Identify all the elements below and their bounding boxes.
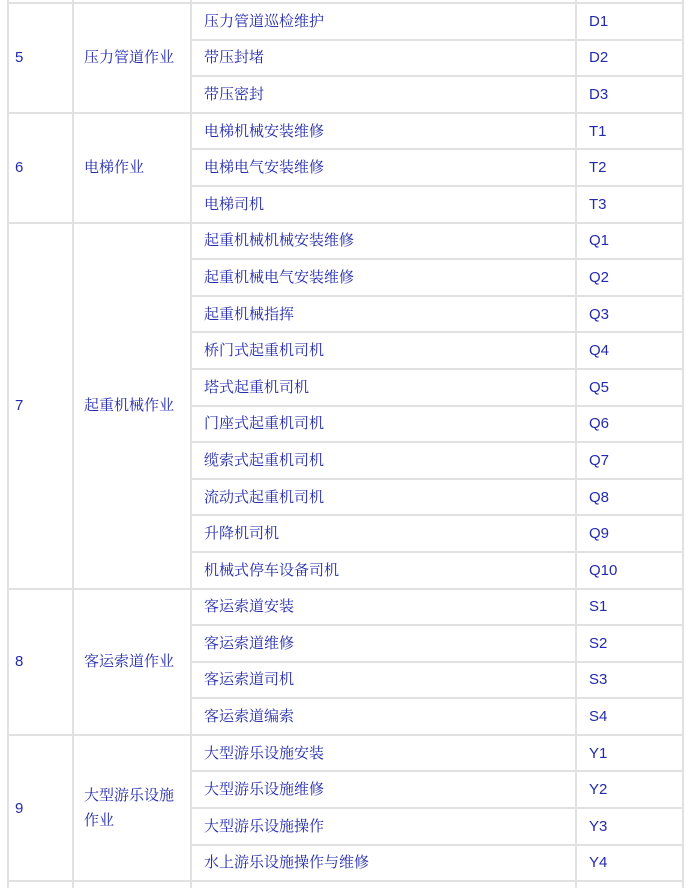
group-number-cell: 9: [8, 735, 73, 881]
item-code-cell: T2: [576, 149, 683, 186]
item-code-cell: Q8: [576, 479, 683, 516]
item-code-cell: Q7: [576, 442, 683, 479]
group-number-cell: 5: [8, 3, 73, 113]
item-name-cell: 带压封堵: [191, 40, 576, 77]
item-code-cell: Y1: [576, 735, 683, 772]
partial-row-below: [8, 881, 683, 888]
item-code-cell: D3: [576, 76, 683, 113]
item-cell: [191, 881, 576, 888]
item-code-cell: Q6: [576, 406, 683, 443]
item-code-cell: Y4: [576, 845, 683, 882]
item-code-cell: Q1: [576, 223, 683, 260]
item-code-cell: Q2: [576, 259, 683, 296]
group-number-cell: 7: [8, 223, 73, 589]
item-name-cell: 起重机械指挥: [191, 296, 576, 333]
item-code-cell: S1: [576, 589, 683, 626]
table-row: [8, 589, 683, 626]
seq-cell: [8, 881, 73, 888]
item-code-cell: Q10: [576, 552, 683, 589]
table-row: [8, 223, 683, 260]
item-name-cell: 起重机械机械安装维修: [191, 223, 576, 260]
item-name-cell: 压力管道巡检维护: [191, 3, 576, 40]
item-code-cell: Q4: [576, 332, 683, 369]
table-row: [8, 735, 683, 772]
item-code-cell: Q3: [576, 296, 683, 333]
item-name-cell: 大型游乐设施安装: [191, 735, 576, 772]
item-name-cell: 起重机械电气安装维修: [191, 259, 576, 296]
item-name-cell: 客运索道司机: [191, 662, 576, 699]
item-code-cell: D2: [576, 40, 683, 77]
item-code-cell: Y3: [576, 808, 683, 845]
category-name-cell: 压力管道作业: [73, 3, 191, 113]
item-code-cell: S3: [576, 662, 683, 699]
item-name-cell: 升降机司机: [191, 515, 576, 552]
category-cell: [73, 881, 191, 888]
item-name-cell: 电梯司机: [191, 186, 576, 223]
item-code-cell: S4: [576, 698, 683, 735]
item-code-cell: T1: [576, 113, 683, 150]
category-name-cell: 起重机械作业: [73, 223, 191, 589]
group-number-cell: 6: [8, 113, 73, 223]
item-code-cell: Y2: [576, 771, 683, 808]
item-name-cell: 电梯机械安装维修: [191, 113, 576, 150]
item-code-cell: T3: [576, 186, 683, 223]
item-name-cell: 客运索道安装: [191, 589, 576, 626]
category-name-cell: 电梯作业: [73, 113, 191, 223]
category-name-cell: 客运索道作业: [73, 589, 191, 735]
item-name-cell: 桥门式起重机司机: [191, 332, 576, 369]
item-code-cell: Q9: [576, 515, 683, 552]
item-name-cell: 客运索道维修: [191, 625, 576, 662]
category-name-cell: 大型游乐设施作业: [73, 735, 191, 881]
item-name-cell: 缆索式起重机司机: [191, 442, 576, 479]
item-code-cell: Q5: [576, 369, 683, 406]
item-code-cell: D1: [576, 3, 683, 40]
item-name-cell: 大型游乐设施操作: [191, 808, 576, 845]
item-name-cell: 客运索道编索: [191, 698, 576, 735]
item-name-cell: 流动式起重机司机: [191, 479, 576, 516]
item-name-cell: 电梯电气安装维修: [191, 149, 576, 186]
table-row: [8, 113, 683, 150]
item-name-cell: 大型游乐设施维修: [191, 771, 576, 808]
certification-categories-table: [7, 0, 684, 888]
code-cell: [576, 881, 683, 888]
item-name-cell: 机械式停车设备司机: [191, 552, 576, 589]
group-number-cell: 8: [8, 589, 73, 735]
item-code-cell: S2: [576, 625, 683, 662]
item-name-cell: 塔式起重机司机: [191, 369, 576, 406]
table-row: [8, 3, 683, 40]
item-name-cell: 水上游乐设施操作与维修: [191, 845, 576, 882]
item-name-cell: 门座式起重机司机: [191, 406, 576, 443]
item-name-cell: 带压密封: [191, 76, 576, 113]
